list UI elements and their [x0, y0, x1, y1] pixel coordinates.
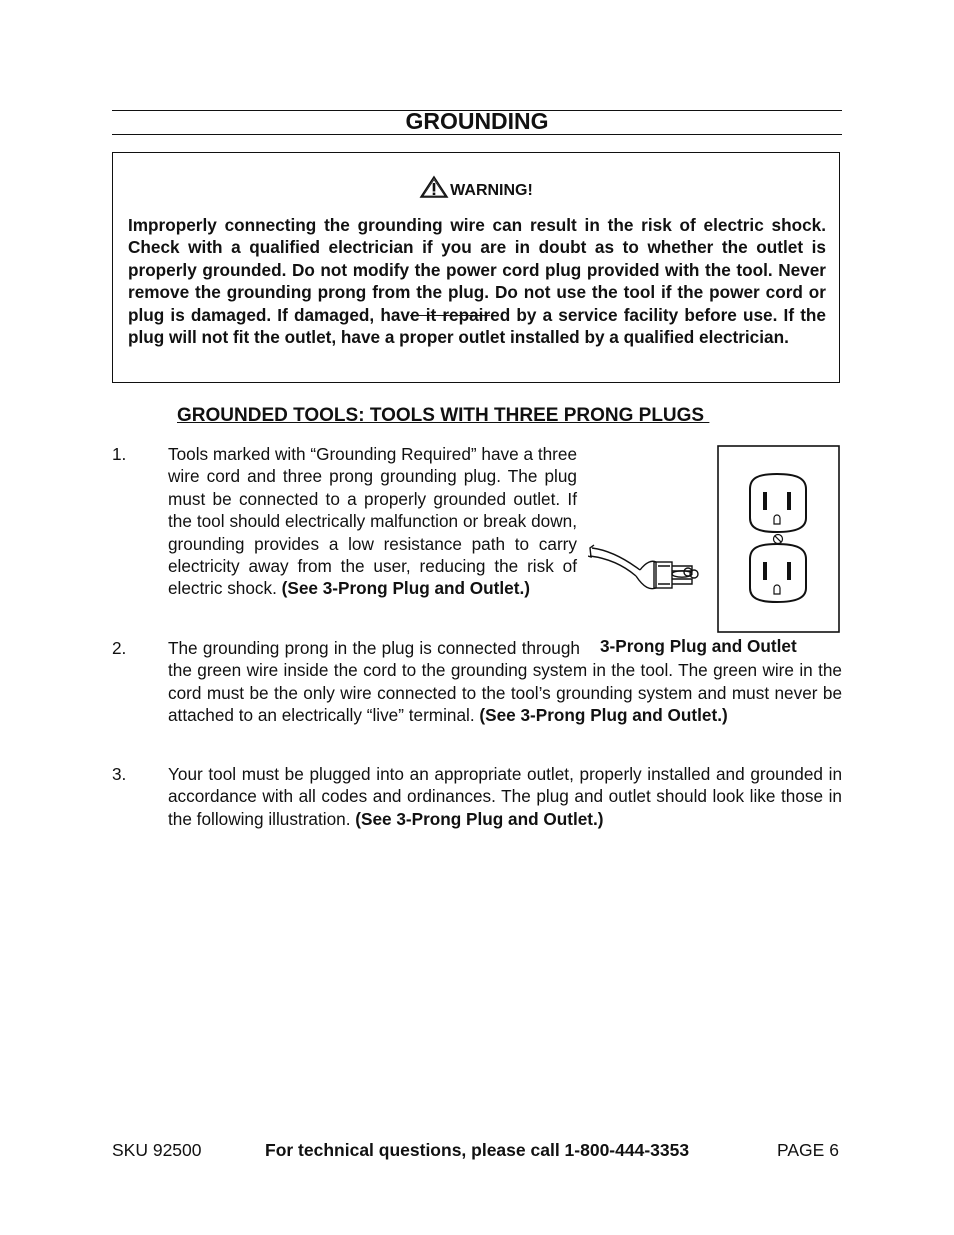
section-subheading: GROUNDED TOOLS: TOOLS WITH THREE PRONG PLUGS — [177, 405, 710, 426]
list-number: 2. — [112, 638, 127, 658]
warning-label: WARNING! — [450, 182, 533, 199]
three-prong-plug-icon — [588, 545, 698, 589]
caption-spacer — [580, 637, 842, 657]
warning-box — [112, 152, 840, 383]
struck-text: e it repair — [409, 304, 491, 325]
three-prong-outlet-icon — [718, 446, 839, 632]
footer-sku: SKU 92500 — [112, 1140, 202, 1160]
list-number: 1. — [112, 444, 127, 464]
warning-text: Improperly connecting the grounding wire can result in the risk of electric shock. Check with a qualified electrician if you are in doubt as to whether the outlet is properly grounded. Do not modify the power cord plug provided with the tool. Never remove the grounding prong from the plug. Do not use the tool if the power cord or plug is damaged. If damaged, have it repaired by a service facility before use. If the plug will not fit the outlet, have a proper outlet installed by a qualified electrician. — [128, 215, 826, 348]
footer-support-line: For technical questions, please call 1-800-444-3353 — [265, 1140, 690, 1160]
list-item: Your tool must be plugged into an appropriate outlet, properly installed and grounded in accordance with all codes and ordinances. The plug and outlet should look like those in the following illustration. (See 3-Prong Plug and Outlet.) — [168, 764, 842, 829]
plug-and-outlet-illustration — [588, 444, 844, 636]
footer-page-number: PAGE 6 — [777, 1140, 839, 1160]
warning-header — [113, 175, 839, 200]
title-rule — [112, 134, 842, 135]
list-item: Tools marked with “Grounding Required” have a three wire cord and three prong grounding plug. The plug must be connected to a properly grounded outlet. If the tool should electrically malfunction or break down, grounding provides a low resistance path to carry electricity away from the user, reducing the risk of electric shock. (See 3-Prong Plug and Outlet.) — [168, 444, 577, 599]
list-item: The grounding prong in the plug is connected through the green wire inside the cord to the grounding system in the tool. The green wire in the cord must be the only wire connected to the tool’s grounding system and must never be attached to an electrically “live” terminal. (See 3-Prong Plug and Outlet.) — [168, 638, 842, 726]
figure-caption: 3-Prong Plug and Outlet — [600, 636, 797, 656]
page-title: GROUNDING — [405, 108, 549, 134]
warning-triangle-icon — [419, 175, 449, 199]
list-number: 3. — [112, 764, 127, 784]
